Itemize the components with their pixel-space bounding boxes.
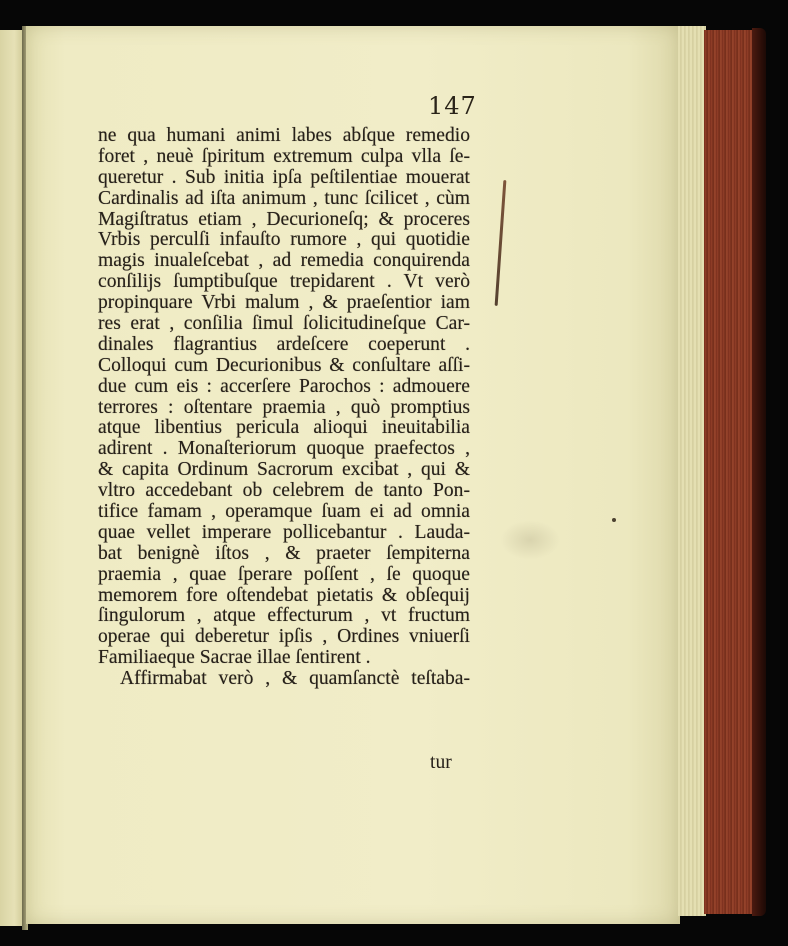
book-cover-shadow <box>752 28 766 916</box>
page-number: 147 <box>428 92 477 120</box>
text-line: memorem fore oſtendebat pietatis & obſequij <box>98 584 470 606</box>
text-line: ne qua humani animi labes abſque remedio <box>98 125 470 146</box>
text-line: & capita Ordinum Sacrorum excibat , qui & <box>98 459 470 481</box>
text-line: atque libentius pericula alioqui ineuitabilia <box>98 417 470 439</box>
text-line: Magiſtratus etiam , Decurioneſq; & proceres <box>98 208 470 230</box>
text-line: Familiaeque Sacrae illae ſentirent . <box>98 647 371 669</box>
text-line: adirent . Monaſteriorum quoque praefectos , <box>98 438 470 460</box>
text-line: due cum eis : accerſere Parochos : admouere <box>98 375 470 397</box>
text-line: terrores : oſtentare praemia , quò promptius <box>98 396 470 418</box>
text-line: Cardinalis ad iſta animum , tunc ſcilicet , cùm <box>98 187 470 209</box>
text-line: propinquare Vrbi malum , & praeſentior iam <box>98 292 470 314</box>
text-line: foret , neuè ſpiritum extremum culpa vlla ſe- <box>98 145 470 167</box>
text-line: praemia , quae ſperare poſſent , ſe quoque <box>98 563 470 585</box>
text-line: vltro accedebant ob celebrem de tanto Pon- <box>98 480 470 502</box>
text-line: Colloqui cum Decurionibus & conſultare aſſi- <box>98 354 470 376</box>
text-line: queretur . Sub initia ipſa peſtilentiae mouerat <box>98 166 470 188</box>
ink-show-through <box>500 520 560 560</box>
left-page-edge <box>0 30 24 926</box>
text-line: Affirmabat verò , & quamſanctè teſtaba- <box>120 668 470 690</box>
catchword: tur <box>430 752 452 773</box>
text-line: quae vellet imperare pollicebantur . Lauda- <box>98 521 470 543</box>
text-body <box>98 126 470 690</box>
text-line: ſingulorum , atque effecturum , vt fructum <box>98 605 470 627</box>
text-line: Vrbis perculſi infauſto rumore , qui quotidie <box>98 229 470 251</box>
text-line: magis inualeſcebat , ad remedia conquirenda <box>98 250 470 272</box>
text-line: bat benignè iſtos , & praeter ſempiterna <box>98 542 470 564</box>
text-line: dinales flagrantius ardeſcere coeperunt . <box>98 333 470 355</box>
text-line: res erat , conſilia ſimul ſolicitudineſque Car- <box>98 313 470 335</box>
text-line: tifice famam , operamque ſuam ei ad omnia <box>98 501 470 523</box>
text-line: conſilijs ſumptibuſque trepidarent . Vt verò <box>98 271 470 293</box>
text-line: operae qui deberetur ipſis , Ordines vniuerſi <box>98 626 470 648</box>
paper-speck <box>612 518 616 522</box>
page-fore-edges <box>678 26 706 916</box>
